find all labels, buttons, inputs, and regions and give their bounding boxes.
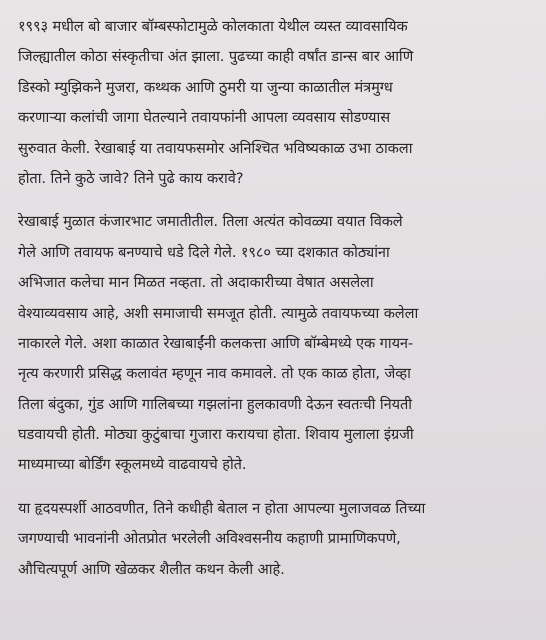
paragraph-3	[18, 494, 532, 585]
text-line: जिल्ह्यातील कोठा संस्कृतीचा अंत झाला. पुढच्या काही वर्षांत डान्स बार आणि	[18, 48, 414, 66]
text-line: करणाऱ्या कलांची जागा घेतल्याने तवायफांनी आपला व्यवसाय सोडण्यास	[18, 109, 390, 127]
paragraph-gap	[18, 194, 532, 207]
text-line: डिस्को म्युझिकने मुजरा, कथ्थक आणि ठुमरी या जुन्या काळातील मंत्रमुग्ध	[18, 78, 393, 96]
paragraph-1	[18, 12, 532, 194]
paragraph-gap	[18, 481, 532, 494]
text-line: नाकारले गेले. अशा काळात रेखाबाईंनी कलकत्ता आणि बॉम्बेमध्ये एक गायन-	[18, 334, 414, 352]
text-line: माध्यमाच्या बोर्डिंग स्कूलमध्ये वाढवायचे होते.	[18, 456, 247, 474]
paragraph-2	[18, 207, 532, 481]
text-line: औचित्यपूर्ण आणि खेळकर शैलीत कथन केली आहे.	[18, 560, 285, 578]
text-line: वेश्याव्यवसाय आहे, अशी समाजाची समजूत होती. त्यामुळे तवायफच्या कलेला	[18, 304, 419, 322]
text-line: रेखाबाई मुळात कंजारभाट जमातीतील. तिला अत्यंत कोवळ्या वयात विकले	[18, 213, 403, 231]
text-line: सुरुवात केली. रेखाबाई या तवायफसमोर अनिश्चित भविष्यकाळ उभा ठाकला	[18, 139, 413, 157]
text-line: अभिजात कलेचा मान मिळत नव्हता. तो अदाकारीच्या वेषात असलेला	[18, 274, 374, 292]
text-line: होता. तिने कुठे जावे? तिने पुढे काय करावे?	[18, 169, 244, 187]
text-line: घडवायची होती. मोठ्या कुटुंबाचा गुजारा करायचा होता. शिवाय मुलाला इंग्रजी	[18, 426, 414, 444]
text-line: गेले आणि तवायफ बनण्याचे धडे दिले गेले. १९८० च्या दशकात कोठ्यांना	[18, 243, 390, 261]
text-line: या हृदयस्पर्शी आठवणीत, तिने कधीही बेताल न होता आपल्या मुलाजवळ तिच्या	[18, 499, 426, 517]
text-line: नृत्य करणारी प्रसिद्ध कलावंत म्हणून नाव कमावले. तो एक काळ होता, जेव्हा	[18, 365, 411, 383]
text-line: जगण्याची भावनांनी ओतप्रोत भरलेली अविश्वसनीय कहाणी प्रामाणिकपणे,	[18, 530, 401, 548]
text-line: १९९३ मधील बो बाजार बॉम्बस्फोटामुळे कोलकाता येथील व्यस्त व्यावसायिक	[18, 18, 408, 35]
text-line: तिला बंदुका, गुंड आणि गालिबच्या गझलांना हुलकावणी देऊन स्वतःची नियती	[18, 395, 412, 413]
